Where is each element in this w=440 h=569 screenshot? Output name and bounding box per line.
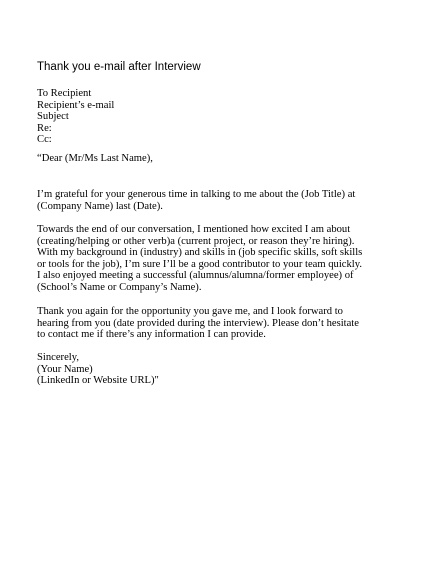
signature-url: (LinkedIn or Website URL)" (37, 375, 159, 387)
header-re-line: Re: (37, 122, 52, 134)
paragraph-thanks (37, 306, 422, 341)
greeting-line: “Dear (Mr/Ms Last Name), (37, 153, 153, 164)
paragraph-line: (creating/helping or other verb)a (current project, or reason they’re hiring). (37, 235, 355, 247)
paragraph-line: I also enjoyed meeting a successful (alumnus/alumna/former employee) of (37, 270, 354, 282)
paragraph-gratitude (37, 189, 422, 212)
paragraph-line: Towards the end of our conversation, I mentioned how excited I am about (37, 224, 351, 235)
paragraph-line: or tools for the job), I’m sure I’ll be a good contributor to your team quickly. (37, 258, 362, 270)
email-header-block (37, 88, 422, 146)
paragraph-line: (School’s Name or Company’s Name). (37, 281, 202, 293)
header-to-line: To Recipient (37, 88, 92, 99)
header-subject-line: Subject (37, 111, 69, 123)
header-email-line: Recipient’s e-mail (37, 99, 115, 111)
greeting (37, 153, 422, 165)
signature-block (37, 352, 422, 387)
paragraph-conversation (37, 224, 422, 294)
paragraph-line: With my background in (industry) and skills in (job specific skills, soft skills (37, 247, 363, 259)
document-title: Thank you e-mail after Interview (37, 61, 201, 73)
header-cc-line: Cc: (37, 134, 52, 146)
paragraph-line: (Company Name) last (Date). (37, 200, 163, 212)
paragraph-line: hearing from you (date provided during the interview). Please don’t hesitate (37, 317, 359, 329)
paragraph-line: to contact me if there’s any information I can provide. (37, 329, 266, 341)
paragraph-line: I’m grateful for your generous time in talking to me about the (Job Title) at (37, 189, 356, 200)
paragraph-line: Thank you again for the opportunity you gave me, and I look forward to (37, 306, 343, 317)
closing-salutation: Sincerely, (37, 352, 79, 363)
signature-name: (Your Name) (37, 363, 93, 375)
